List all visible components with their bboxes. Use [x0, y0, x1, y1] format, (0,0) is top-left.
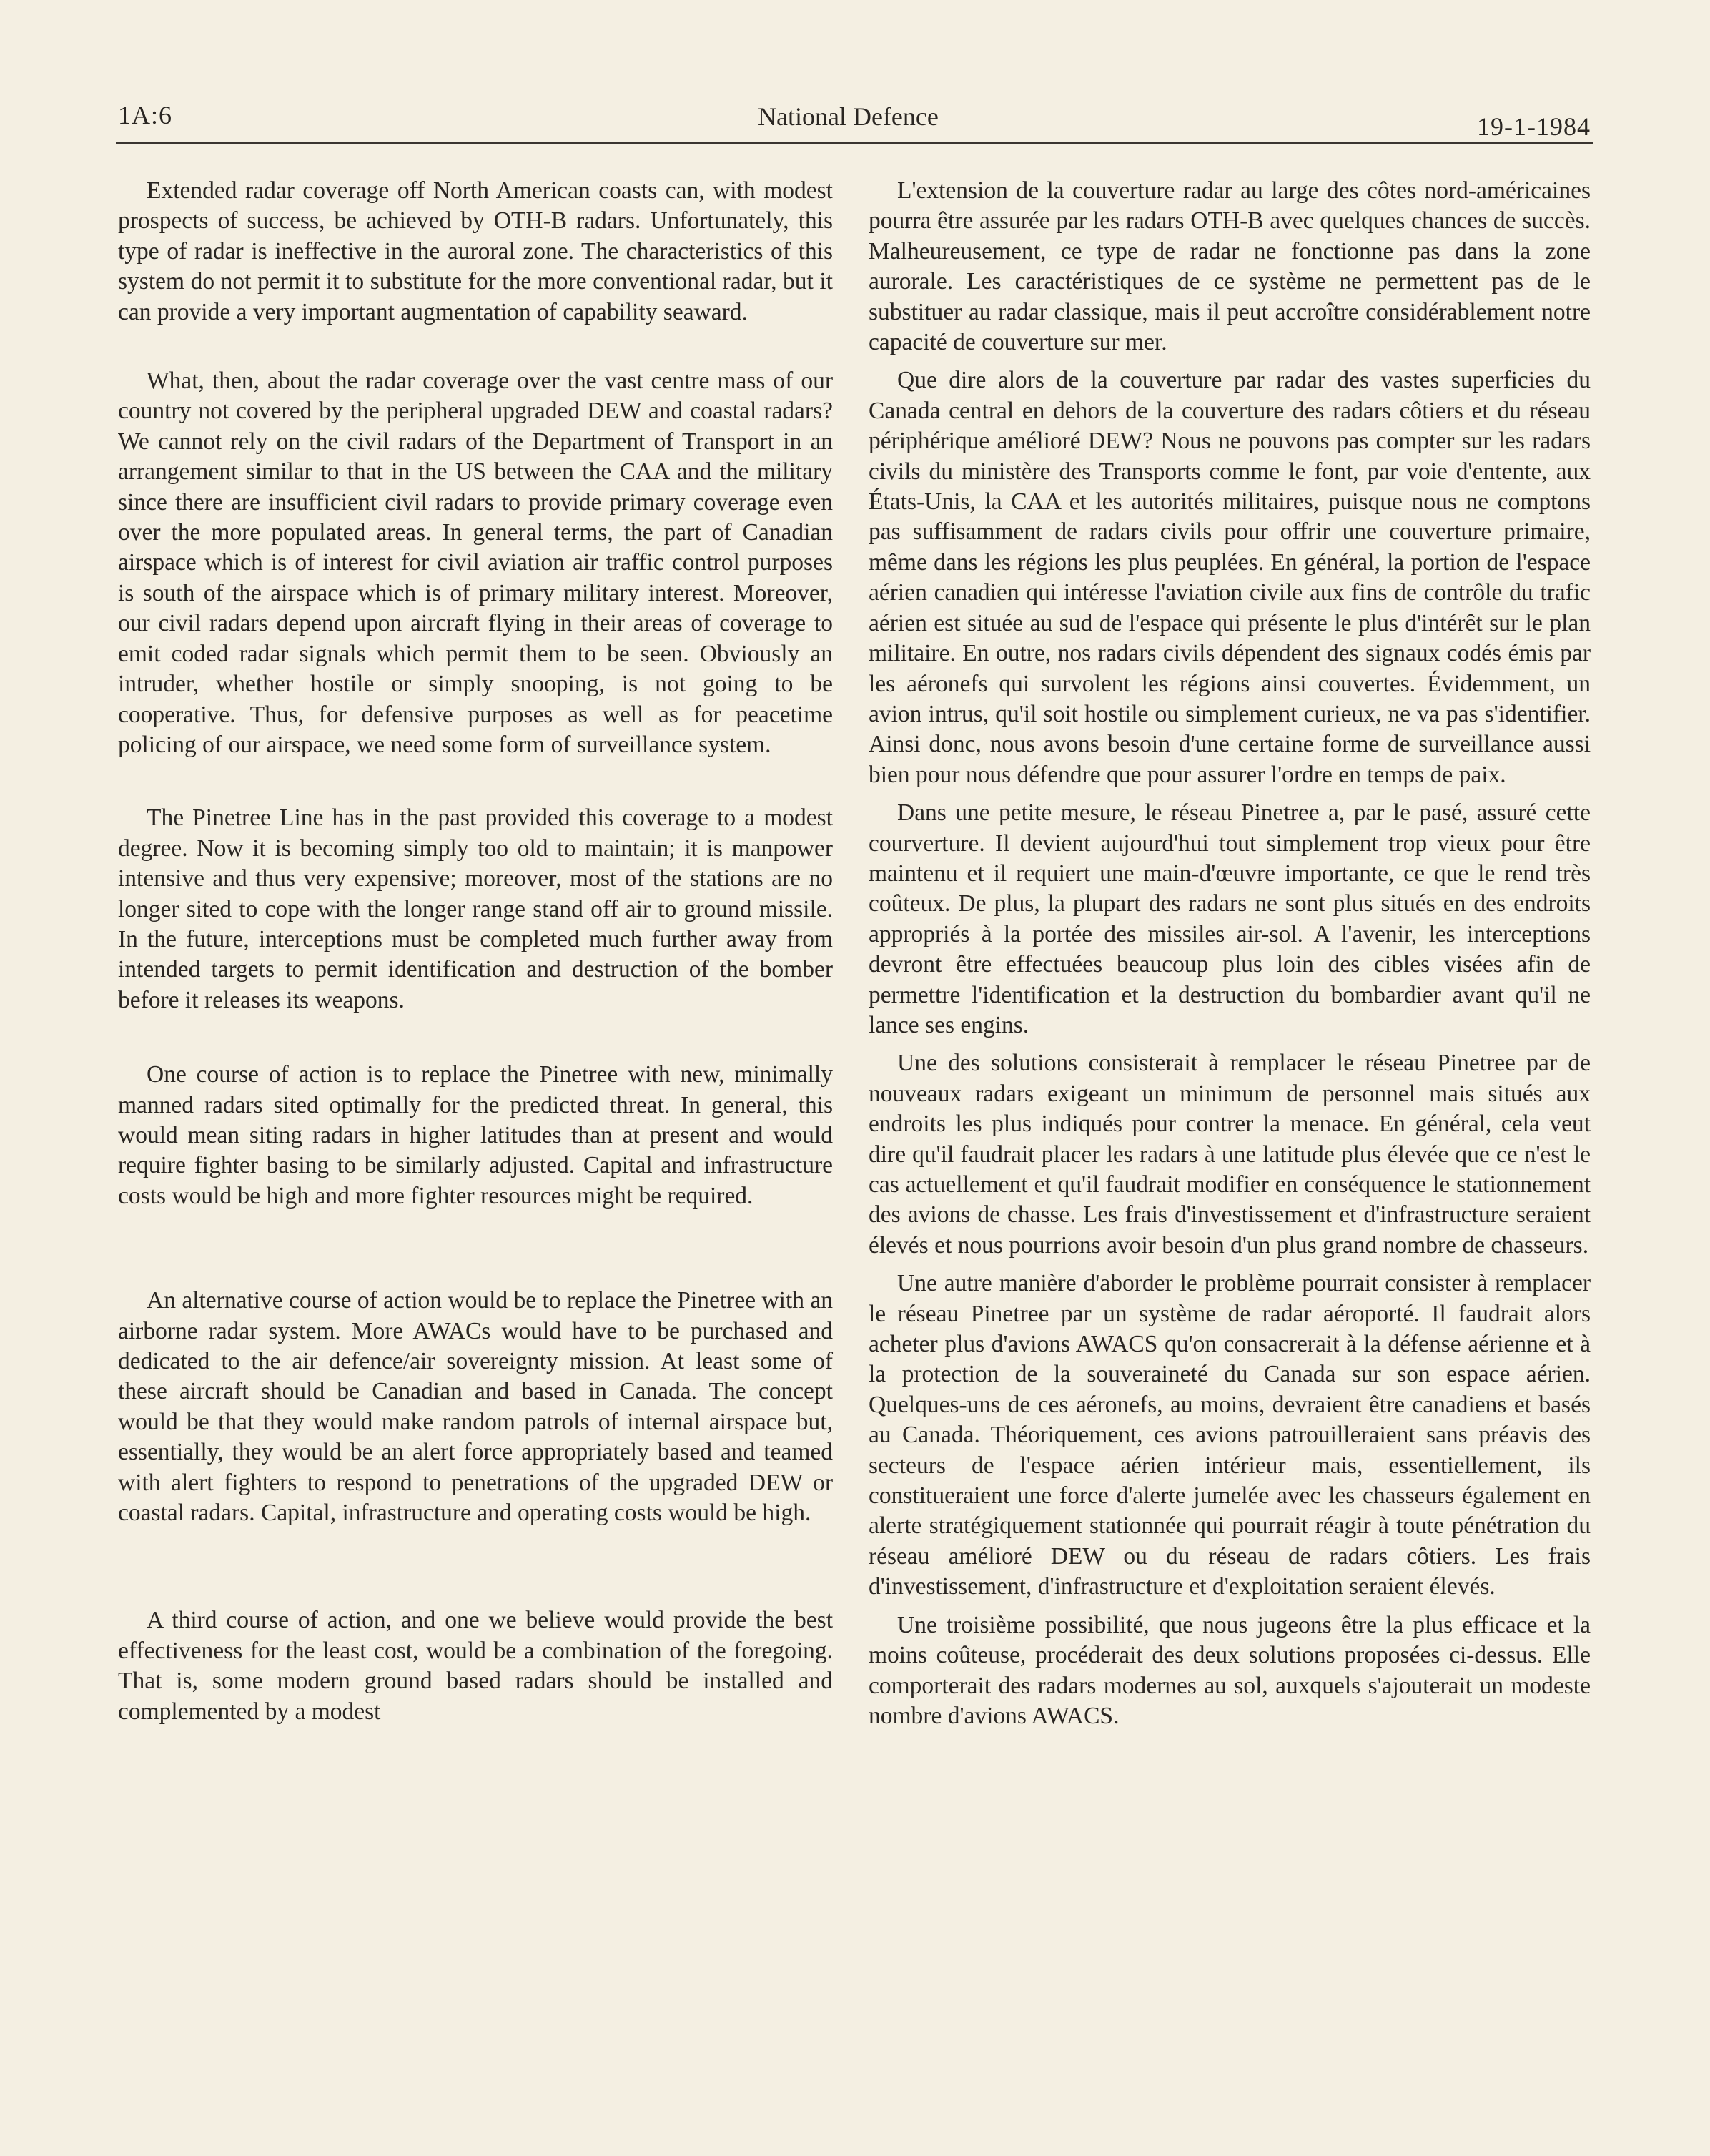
- english-paragraph: An alternative course of action would be to replace the Pinetree with an airborne radar system. More AWACs would have to be purchased and dedicated to the air defence/air sovereignty mission. At least some of these aircraft should be Canadian and based in Canada. The concept would be that they would make random patrols of internal airspace but, essentially, they would be an alert force appropriately based and teamed with alert fighters to respond to penetrations of the upgraded DEW or coastal radars. Capital, infrastructure and operating costs would be high.: [118, 1287, 833, 1527]
- french-paragraph: Dans une petite mesure, le réseau Pinetree a, par le pasé, assuré cette courverture. Il devient aujourd'hui tout simplement trop vieux pour être maintenu et il requiert une main-d'œuvre importante, ce que le rend très coûteux. De plus, la plupart des radars ne sont plus situés en des endroits appropriés à la portée des missiles air-sol. A l'avenir, les interceptions devront être effectuées beaucoup plus loin des cibles visées afin de permettre l'identification et la destruction du bombardier avant qu'il ne lance ses engins.: [869, 799, 1591, 1038]
- page-reference: 1A:6: [118, 101, 172, 129]
- header-rule: [116, 142, 1593, 144]
- english-paragraph: What, then, about the radar coverage over the vast centre mass of our country not covered by the peripheral upgraded DEW and coastal radars? We cannot rely on the civil radars of the Department of Transport in an arrangement similar to that in the US between the CAA and the military since there are insufficient civil radars to provide primary coverage even over the more populated areas. In general terms, the part of Canadian airspace which is of interest for civil aviation air traffic control purposes is south of the airspace which is of primary military interest. Moreover, our civil radars depend upon aircraft flying in their areas of coverage to emit coded radar signals which permit them to be seen. Obviously an intruder, whether hostile or simply snooping, is not going to be cooperative. Thus, for defensive purposes as well as for peacetime policing of our airspace, we need some form of surveillance system.: [118, 368, 833, 758]
- english-column: [118, 176, 833, 1727]
- english-paragraph: One course of action is to replace the Pinetree with new, minimally manned radars sited optimally for the predicted threat. In general, this would mean siting radars in higher latitudes than at present and would require fighter basing to be similarly adjusted. Capital and infrastructure costs would be high and more fighter resources might be required.: [118, 1061, 833, 1209]
- french-paragraph: Une troisième possibilité, que nous jugeons être la plus efficace et la moins coûteuse, procéderait des deux solutions proposées ci-dessus. Elle comporterait des radars modernes au sol, auxquels s'ajouterait un modeste nombre d'avions AWACS.: [869, 1611, 1591, 1729]
- english-paragraph: A third course of action, and one we believe would provide the best effectiveness for the least cost, would be a combination of the foregoing. That is, some modern ground based radars should be installed and complemented by a modest: [118, 1607, 833, 1725]
- running-title: National Defence: [758, 102, 939, 131]
- french-paragraph: L'extension de la couverture radar au large des côtes nord-américaines pourra être assurée par les radars OTH-B avec quelques chances de succès. Malheureusement, ce type de radar ne fonctionne pas dans la zone aurorale. Les caractéristiques de ce système ne permettent pas de le substituer au radar classique, mais il peut accroître considérablement notre capacité de couverture sur mer.: [869, 177, 1591, 356]
- french-column: [869, 176, 1591, 1731]
- french-paragraph: Une autre manière d'aborder le problème pourrait consister à remplacer le réseau Pinetree par un système de radar aéroporté. Il faudrait alors acheter plus d'avions AWACS qu'on consacrerait à la défense aérienne et à la protection de la souveraineté du Canada sur son espace aérien. Quelques-uns de ces aéronefs, au moins, devraient être canadiens et basés au Canada. Théoriquement, ces avions patrouilleraient sans préavis des secteurs de l'espace aérien intérieur mais, essentiellement, ils constitueraient une force d'alerte jumelée avec les chasseurs également en alerte stratégiquement stationnée qui pourrait réagir à toute pénétration du réseau amélioré DEW ou du réseau de radars côtiers. Les frais d'investissement, d'infrastructure et d'exploitation seraient élevés.: [869, 1270, 1591, 1600]
- english-paragraph: Extended radar coverage off North American coasts can, with modest prospects of success, be achieved by OTH-B radars. Unfortunately, this type of radar is ineffective in the auroral zone. The characteristics of this system do not permit it to substitute for the more conventional radar, but it can provide a very important augmentation of capability seaward.: [118, 177, 833, 325]
- header-date: 19-1-1984: [1477, 112, 1591, 141]
- french-paragraph: Une des solutions consisterait à remplacer le réseau Pinetree par de nouveaux radars exigeant un minimum de personnel mais situés aux endroits les plus indiqués pour contrer la menace. En général, cela veut dire qu'il faudrait placer les radars à une latitude plus élevée que ce n'est le cas actuellement et qu'il faudrait modifier en conséquence le stationnement des avions de chasse. Les frais d'investissement et d'infrastructure seraient élevés et nous pourrions avoir besoin d'un plus grand nombre de chasseurs.: [869, 1050, 1591, 1259]
- french-paragraph: Que dire alors de la couverture par radar des vastes superficies du Canada central en dehors de la couverture des radars côtiers et du réseau périphérique amélioré DEW? Nous ne pouvons pas compter sur les radars civils du ministère des Transports comme le font, par voie d'entente, aux États-Unis, la CAA et les autorités militaires, puisque nous ne comptons pas suffisamment de radars civils pour offrir une couverture primaire, même dans les régions les plus peuplées. En général, la portion de l'espace aérien canadien qui intéresse l'aviation civile aux fins de contrôle du trafic aérien est située au sud de l'espace qui présente le plus d'intérêt sur le plan militaire. En outre, nos radars civils dépendent des signaux codés émis par les aéronefs qui survolent les régions ainsi couvertes. Évidemment, un avion intrus, qu'il soit hostile ou simplement curieux, ne va pas s'identifier. Ainsi donc, nous avons besoin d'une certaine forme de surveillance aussi bien pour nous défendre que pour assurer l'ordre en temps de paix.: [869, 367, 1591, 788]
- english-paragraph: The Pinetree Line has in the past provided this coverage to a modest degree. Now it is becoming simply too old to maintain; it is manpower intensive and thus very expensive; moreover, most of the stations are no longer sited to cope with the longer range stand off air to ground missile. In the future, interceptions must be completed much further away from intended targets to permit identification and destruction of the bomber before it releases its weapons.: [118, 804, 833, 1013]
